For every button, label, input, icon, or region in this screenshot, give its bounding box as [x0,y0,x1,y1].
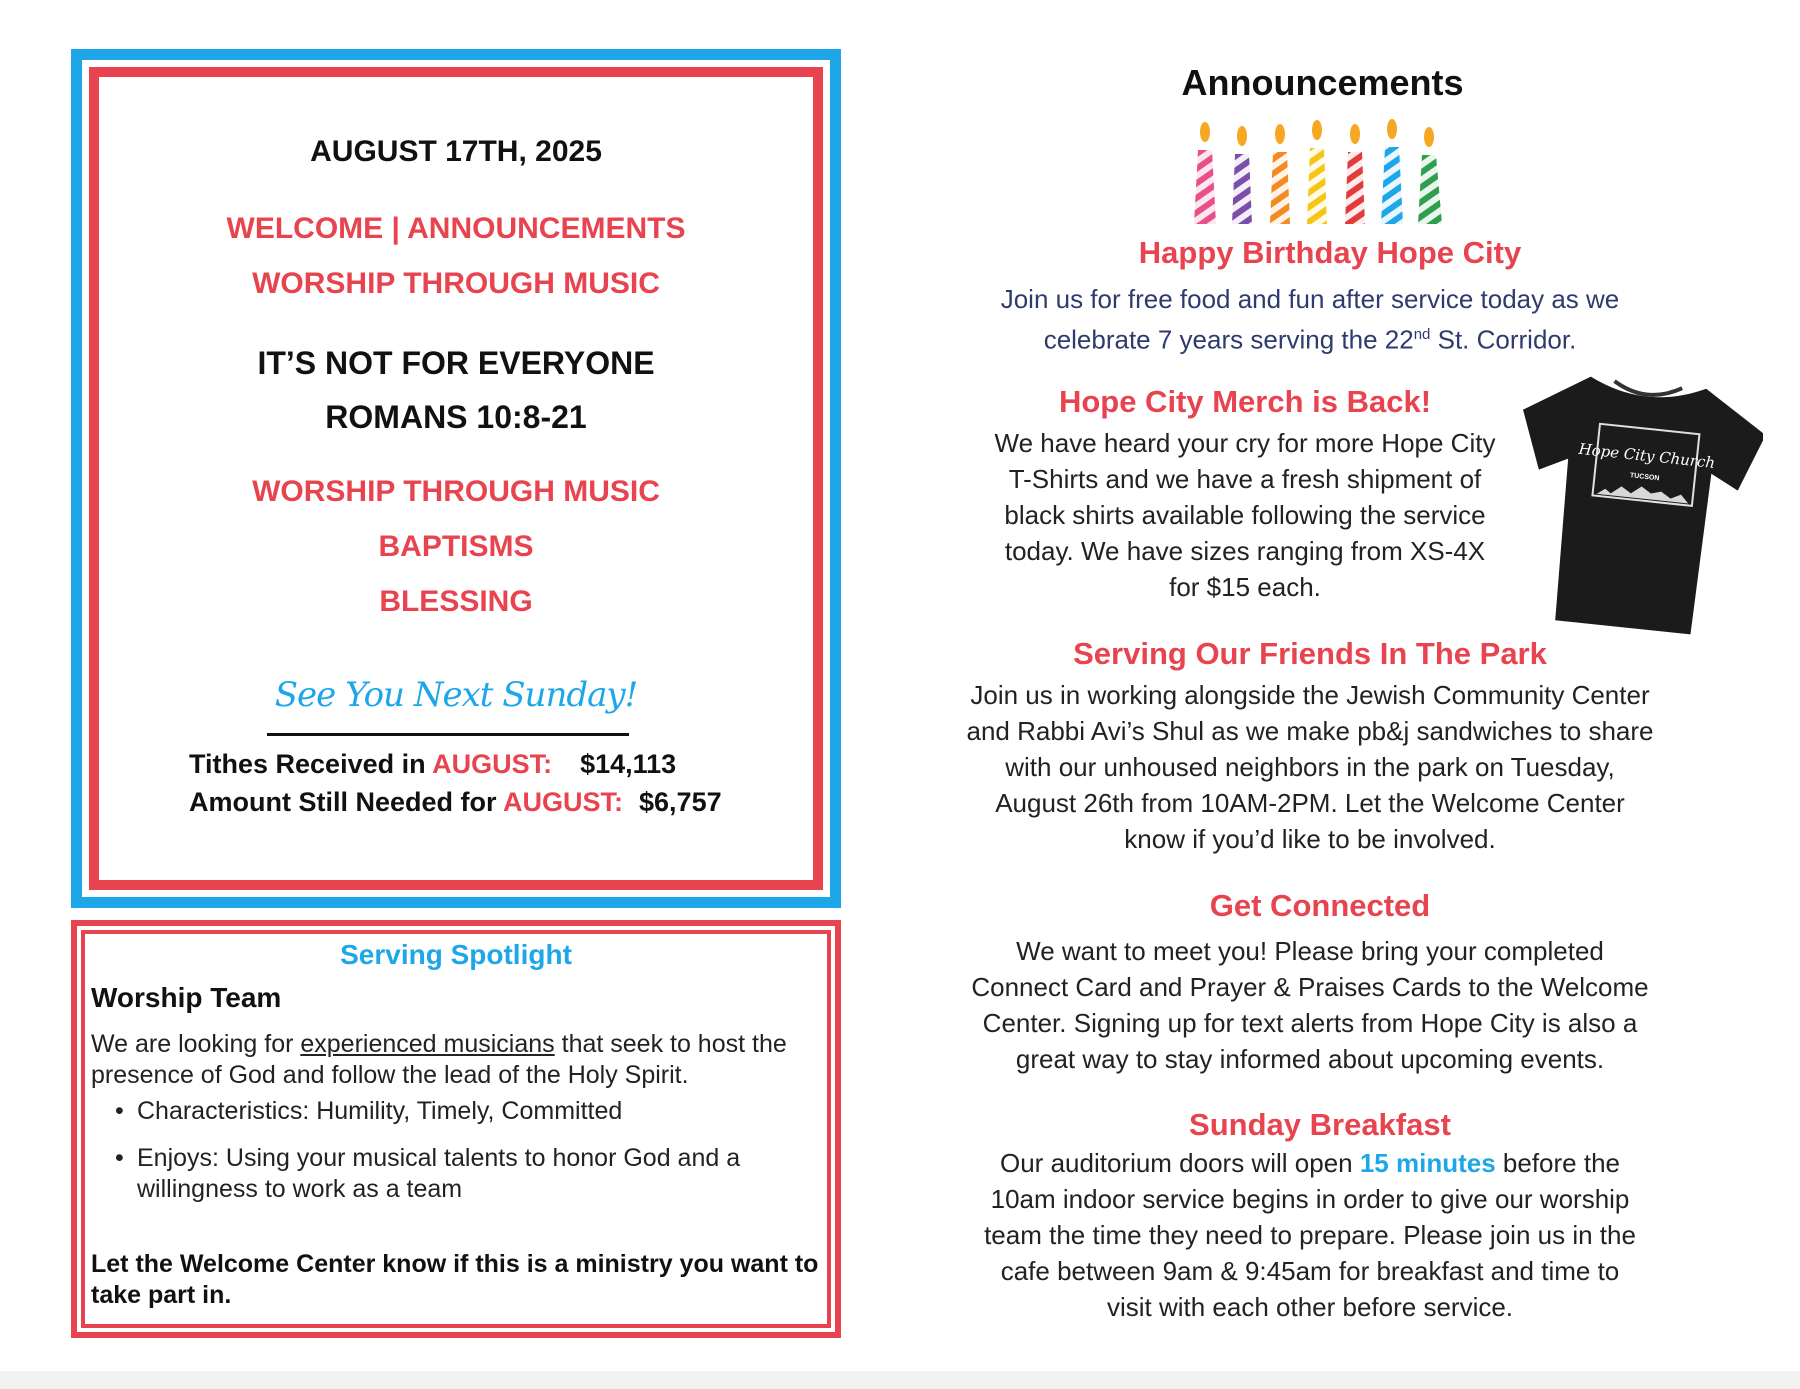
candle [1345,124,1365,224]
amount-needed [189,787,722,818]
bullet-icon: • [115,1144,124,1172]
list-item-text: Characteristics: Humility, Timely, Committed [137,1097,623,1125]
spotlight-subtitle: Worship Team [91,982,282,1013]
breakfast-highlight: 15 minutes [1359,1148,1496,1178]
list-item [91,1096,811,1127]
service-date: AUGUST 17TH, 2025 [310,135,602,168]
spotlight-title: Serving Spotlight [340,939,572,970]
serving-spotlight-box [71,920,841,1338]
order-item: WORSHIP THROUGH MUSIC [252,475,660,508]
connected-line: Connect Card and Prayer & Praises Cards to the Welcome [971,972,1649,1002]
divider-line [267,733,629,736]
park-line: August 26th from 10AM-2PM. Let the Welcome Center [995,788,1625,818]
birthday-text: St. Corridor. [1430,324,1577,355]
order-item: WORSHIP THROUGH MUSIC [252,267,660,300]
connected-line: great way to stay informed about upcoming events. [1015,1044,1605,1074]
bullet-icon: • [115,1097,124,1125]
breakfast-text: before the [1495,1148,1620,1178]
breakfast-line [940,1145,1680,1181]
spotlight-text: that seek to host the presence of God and follow the lead of the Holy Spirit. [91,1030,787,1089]
park-body [940,677,1680,857]
breakfast-text: Our auditorium doors will open [1000,1148,1360,1178]
merch-line: We have heard your cry for more Hope City [994,428,1496,458]
birthday-body [960,281,1660,358]
breakfast-title: Sunday Breakfast [1189,1107,1451,1142]
birthday-line [960,317,1660,358]
park-line: with our unhoused neighbors in the park on Tuesday, [1005,752,1615,782]
merch-line: black shirts available following the service [1004,500,1486,530]
candle [1418,127,1442,224]
order-item: BLESSING [379,585,533,618]
merch-line: T-Shirts and we have a fresh shipment of [1008,464,1482,494]
park-line: and Rabbi Avi’s Shul as we make pb&j sandwiches to share [966,716,1654,746]
closing-script: See You Next Sunday! [274,675,638,715]
birthday-text: celebrate 7 years serving the 22 [1043,324,1414,355]
birthday-candles-icon [1180,118,1455,224]
tithes-amount: $14,113 [580,749,677,779]
tithes-month: AUGUST: [432,749,553,779]
candle [1307,120,1327,224]
shirt-print-subtext: TUCSON [1629,472,1660,483]
merch-title: Hope City Merch is Back! [1058,384,1432,419]
park-title: Serving Our Friends In The Park [1073,636,1547,671]
needed-amount: $6,757 [639,787,722,817]
tshirt-image [1508,370,1763,635]
announcements-heading: Announcements [1181,62,1464,103]
merch-line: today. We have sizes ranging from XS-4X [1004,536,1486,566]
needed-label: Amount Still Needed for [189,787,504,817]
needed-month: AUGUST: [503,787,624,817]
sermon-title: IT’S NOT FOR EVERYONE [257,345,655,381]
park-line: know if you’d like to be involved. [1124,824,1496,854]
spotlight-list [91,1096,811,1221]
spotlight-call-to-action: Let the Welcome Center know if this is a ministry you want to take part in. [91,1250,819,1309]
candle [1232,126,1252,224]
connected-body [940,933,1680,1077]
candle [1381,119,1403,224]
list-item [91,1143,811,1205]
order-of-service-frame [71,49,841,908]
spotlight-description [91,1029,811,1091]
birthday-title: Happy Birthday Hope City [1138,235,1522,270]
connected-title: Get Connected [1209,888,1431,923]
breakfast-line: team the time they need to prepare. Please join us in the [984,1220,1636,1250]
connected-line: We want to meet you! Please bring your completed [1016,936,1604,966]
tithes-label: Tithes Received in [189,749,433,779]
candle [1194,122,1216,224]
superscript-text: nd [1413,326,1431,343]
merch-body [955,425,1535,605]
candle [1270,124,1290,224]
breakfast-body [940,1145,1680,1325]
shirt-print-text: Hope City Church [1577,439,1716,472]
birthday-line: Join us for free food and fun after service today as we [1000,284,1620,314]
list-item-text: Enjoys: Using your musical talents to honor God and a willingness to work as a team [137,1144,741,1203]
order-item: BAPTISMS [378,530,534,563]
order-of-service-inner-border [89,67,823,890]
order-item: WELCOME | ANNOUNCEMENTS [226,212,686,245]
breakfast-line: 10am indoor service begins in order to give our worship [990,1184,1630,1214]
connected-line: Center. Signing up for text alerts from Hope City is also a [982,1008,1638,1038]
park-line: Join us in working alongside the Jewish Community Center [970,680,1650,710]
spotlight-text: We are looking for [91,1030,301,1058]
merch-line: for $15 each. [1169,572,1321,602]
page-bottom-edge [0,1371,1800,1389]
tithes-received [189,749,676,780]
breakfast-line: visit with each other before service. [1106,1292,1514,1322]
spotlight-underlined-text: experienced musicians [300,1030,555,1058]
scripture-reference: ROMANS 10:8-21 [325,399,587,435]
breakfast-line: cafe between 9am & 9:45am for breakfast and time to [1000,1256,1620,1286]
